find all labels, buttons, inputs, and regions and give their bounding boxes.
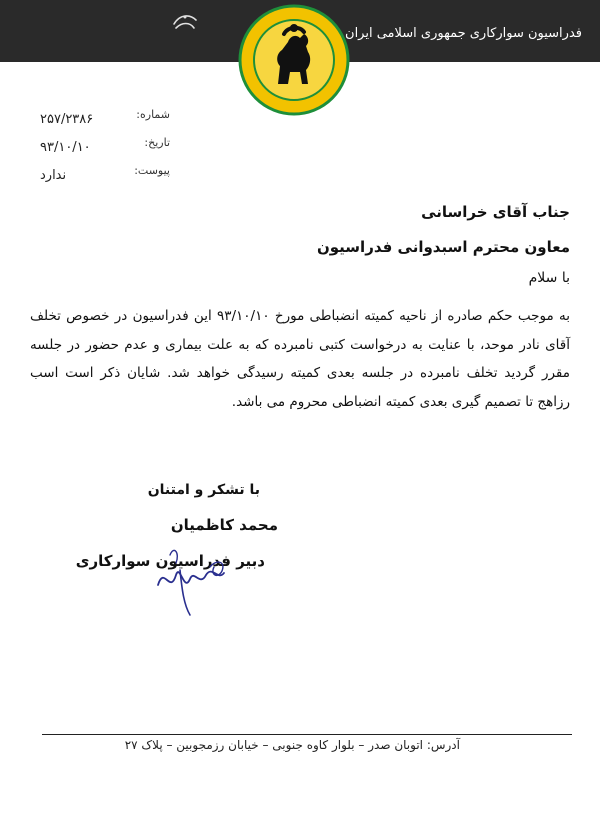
recipient-name: جناب آقای خراسانی bbox=[421, 203, 570, 221]
closing-thanks: با تشکر و امتنان bbox=[147, 482, 260, 498]
meta-attachment-row bbox=[30, 164, 170, 192]
footer-divider bbox=[42, 734, 572, 735]
handwritten-signature bbox=[140, 475, 260, 625]
greeting: با سلام bbox=[528, 270, 570, 286]
letter-body: به موجب حکم صادره از ناحیه کمیته انضباطی مورخ ۹۳/۱۰/۱۰ این فدراسیون در خصوص تخلف آقای نادر موحد، با عنایت به درخواست کتبی نامبرده که به علت بیماری و عدم حضور در جلسه مقرر گردید تخلف نامبرده در جلسه بعدی کمیته رسیدگی خواهد شد. شایان ذکر است اسب رزاهج تا تصمیم گیری بعدی کمیته انضباطی محروم می باشد. bbox=[30, 308, 570, 410]
footer-address: آدرس: اتوبان صدر – بلوار کاوه جنوبی – خیابان رزمجوبین – پلاک ۲۷ bbox=[124, 738, 460, 752]
date-label: تاریخ: bbox=[144, 136, 170, 149]
signer-title: دبیر فدراسیون سوارکاری bbox=[75, 552, 265, 570]
attachment-label: پیوست: bbox=[134, 164, 170, 177]
meta-number-row bbox=[30, 108, 170, 136]
attachment-value: ندارد bbox=[40, 168, 67, 183]
number-value: ۲۵۷/۲۳۸۶ bbox=[40, 112, 94, 127]
meta-date-row bbox=[30, 136, 170, 164]
flourish-ornament bbox=[170, 12, 200, 36]
number-label: شماره: bbox=[136, 108, 170, 121]
federation-logo bbox=[238, 4, 350, 116]
org-name: فدراسیون سوارکاری جمهوری اسلامی ایران bbox=[345, 26, 582, 41]
date-value: ۹۳/۱۰/۱۰ bbox=[40, 140, 91, 155]
recipient-title: معاون محترم اسبدوانی فدراسیون bbox=[316, 238, 570, 256]
recipient-block bbox=[317, 195, 570, 265]
letter-meta bbox=[30, 108, 170, 192]
signer-name: محمد کاظمیان bbox=[170, 516, 278, 534]
